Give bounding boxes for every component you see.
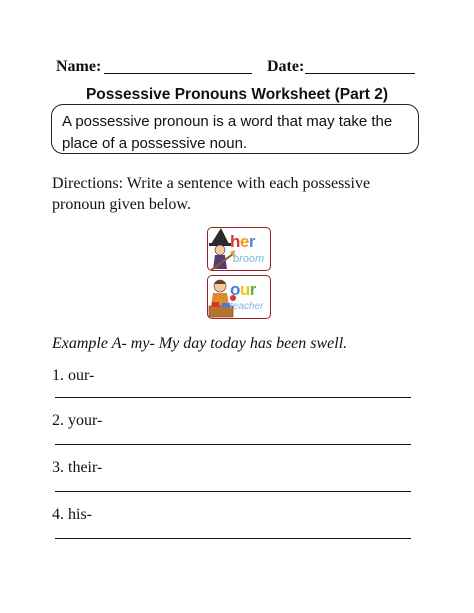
card-letter: e [239, 232, 249, 251]
card-letter: r [248, 232, 255, 251]
answer-line[interactable] [55, 491, 411, 492]
date-field[interactable] [305, 73, 415, 74]
name-field[interactable] [104, 73, 252, 74]
date-label: Date: [267, 58, 305, 75]
card-noun: broom [233, 253, 265, 265]
worksheet-title: Possessive Pronouns Worksheet (Part 2) [85, 86, 389, 103]
card-letter: r [249, 280, 256, 299]
pronoun-card-our [207, 275, 271, 319]
directions-text: Directions: Write a sentence with each possessive pronoun given below. [52, 175, 371, 213]
question-label: 3. their- [52, 459, 103, 476]
card-letter: h [230, 232, 240, 251]
question-label: 2. your- [52, 412, 103, 429]
answer-line[interactable] [55, 397, 411, 398]
card-letter: u [239, 280, 250, 299]
answer-line[interactable] [55, 444, 411, 445]
card-letter: o [230, 280, 240, 299]
card-noun: teacher [230, 301, 264, 312]
question-label: 4. his- [52, 506, 92, 523]
question-label: 1. our- [52, 367, 95, 384]
definition-text: A possessive pronoun is a word that may take the place of a possessive noun. [62, 113, 393, 152]
answer-line[interactable] [55, 538, 411, 539]
definition-box [51, 104, 419, 154]
name-label: Name: [56, 58, 102, 75]
pronoun-card-her [207, 227, 271, 271]
example-sentence: Example A- my- My day today has been swell. [52, 335, 348, 352]
